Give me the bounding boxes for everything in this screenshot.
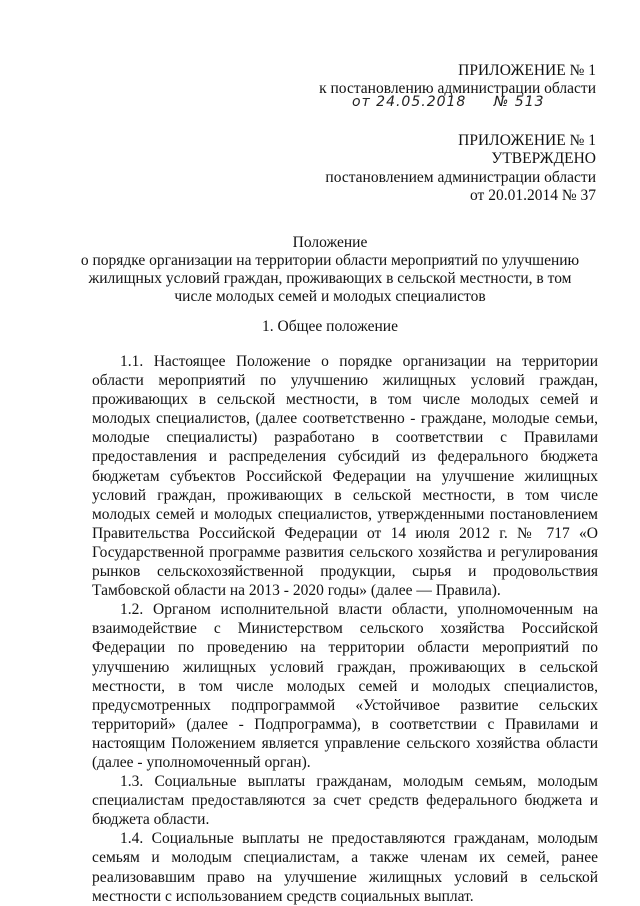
approved-by-line: постановлением администрации области — [325, 169, 596, 186]
paragraph-1-3: 1.3. Социальные выплаты гражданам, молодым семьям, молодым специалистам предоставляются за счет средств федерального бюджета и бюджета области. — [92, 773, 598, 829]
annex-1-title: ПРИЛОЖЕНИЕ № 1 — [458, 62, 596, 79]
handwritten-date-number — [352, 94, 592, 110]
approved-label: УТВЕРЖДЕНО — [491, 150, 596, 167]
paragraph-1-4: 1.4. Социальные выплаты не предоставляются гражданам, молодым семьям и молодым специалистам, а также членам их семей, ранее реализовавшим право на улучшение жилищных условий в сельской местности с использованием средств социальных выплат. — [92, 830, 598, 905]
paragraph-1-2: 1.2. Органом исполнительной власти области, уполномоченным на взаимодействие с Министерством сельского хозяйства Российской Федерации по проведению на территории области мероприятий по улучшению жилищных условий граждан, проживающих в сельской местности, в том числе молодых семей и молодых специалистов, предусмотренных подпрограммой «Устойчивое развитие сельских территорий» (далее - Подпрограмма), в соответствии с Правилами и настоящим Положением является управление сельского хозяйства области (далее - уполномоченный орган). — [92, 601, 598, 771]
doc-heading: Положение — [292, 234, 368, 251]
handwritten-number: № 513 — [493, 94, 545, 110]
doc-title-line-1: о порядке организации на территории области мероприятий по улучшению — [80, 252, 580, 269]
document-body — [92, 352, 598, 906]
handwritten-date: от 24.05.2018 — [352, 94, 467, 110]
paragraph-1-1: 1.1. Настоящее Положение о порядке организации на территории области мероприятий по улучшению жилищных условий граждан, проживающих в сельской местности, в том числе молодых семей и молодых специалистов, (далее соответственно - граждане, молодые семьи, молодые специалисты) разработано в соответствии с Правилами предоставления и распределения субсидий из федерального бюджета бюджетам субъектов Российской Федерации на улучшение жилищных условий граждан, проживающих в сельской местности, в том числе молодых семей и молодых специалистов, утвержденными постановлением Правительства Российской Федерации от 14 июля 2012 г. № 717 «О Государственной программе развития сельского хозяйства и регулирования рынков сельскохозяйственной продукции, сырья и продовольствия Тамбовской области на 2013 - 2020 годы» (далее — Правила). — [92, 353, 598, 600]
doc-title-line-3: числе молодых семей и молодых специалистов — [174, 288, 486, 305]
annex-2-title: ПРИЛОЖЕНИЕ № 1 — [458, 132, 596, 149]
section-title: 1. Общее положение — [262, 318, 398, 335]
doc-title-line-2: жилищных условий граждан, проживающих в сельской местности, в том — [88, 270, 572, 287]
approved-date-line: от 20.01.2014 № 37 — [470, 187, 596, 204]
annex-1-line: к постановлению администрации области — [319, 80, 596, 97]
